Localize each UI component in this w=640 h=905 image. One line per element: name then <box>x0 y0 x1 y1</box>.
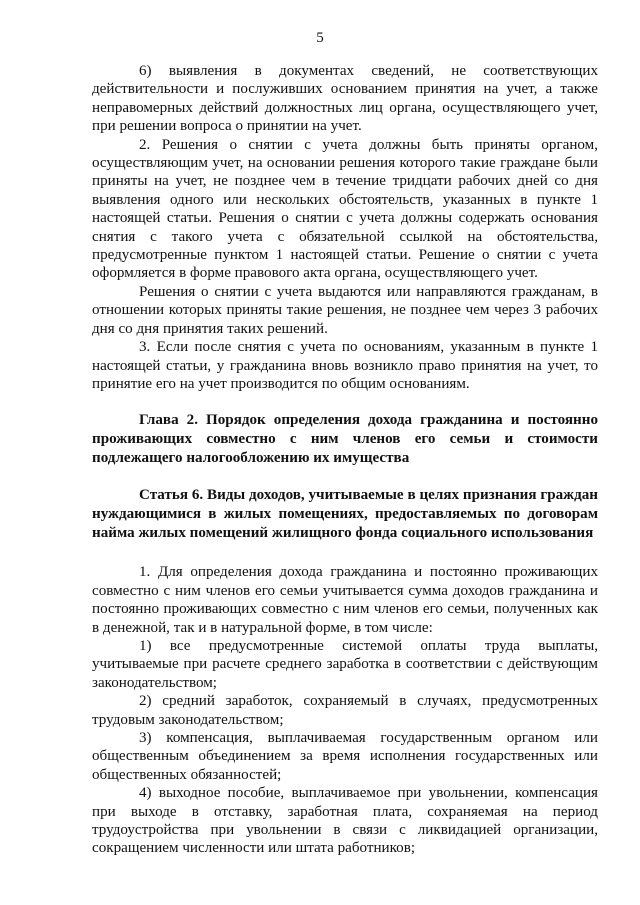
paragraph: Решения о снятии с учета выдаются или направляются гражданам, в отношении которых приняты такие решения, не позднее чем через 3 рабочих дня со дня принятия таких решений. <box>92 283 598 337</box>
chapter-heading: Глава 2. Порядок определения дохода гражданина и постоянно проживающих совместно с ним членов его семьи и стоимости подлежащего налогообложению их имущества <box>92 412 598 467</box>
paragraph: 1. Для определения дохода гражданина и постоянно проживающих совместно с ним членов его семьи учитывается сумма доходов гражданина и постоянно проживающих совместно с ним членов его семьи, полученных как в денежной, так и в натуральной форме, в том числе: <box>92 564 598 636</box>
list-item: 3) компенсация, выплачиваемая государственным органом или общественным объединением за время исполнения государственных или общественных обязанностей; <box>92 729 598 783</box>
paragraph: 6) выявления в документах сведений, не соответствующих действительности и послуживших основанием принятия на учет, а также неправомерных действий должностных лиц органа, осуществляющего учет, при решении вопроса о принятии на учет. <box>92 63 598 135</box>
paragraph: 2. Решения о снятии с учета должны быть приняты органом, осуществляющим учет, на основании решения которого такие граждане были приняты на учет, не позднее чем в течение тридцати рабочих дней со дня выявления одного или нескольких обстоятельств, указанных в пункте 1 настоящей статьи. Решения о снятии с учета должны содержать основания снятия с такого учета с обязательной ссылкой на обстоятельства, предусмотренные пунктом 1 настоящей статьи. Решение о снятии с учета оформляется в форме правового акта органа, осуществляющего учет. <box>92 136 598 282</box>
article-heading: Статья 6. Виды доходов, учитываемые в целях признания граждан нуждающимися в жилых помещениях, предоставляемых по договорам найма жилых помещений жилищного фонда социального использования <box>92 487 598 542</box>
paragraph: 3. Если после снятия с учета по основаниям, указанным в пункте 1 настоящей статьи, у гражданина вновь возникло право принятия на учет, то принятие его на учет производится по общим основаниям. <box>92 339 598 392</box>
document-body <box>92 62 598 858</box>
list-item: 4) выходное пособие, выплачиваемое при увольнении, компенсация при выходе в отставку, заработная плата, сохраняемая на период трудоустройства при увольнении в связи с ликвидацией организации, сокращением численности или штата работников; <box>92 785 598 857</box>
list-item: 2) средний заработок, сохраняемый в случаях, предусмотренных трудовым законодательством; <box>92 693 598 728</box>
page-number: 5 <box>316 30 324 46</box>
list-item: 1) все предусмотренные системой оплаты труда выплаты, учитываемые при расчете среднего заработка в соответствии с действующим законодательством; <box>92 637 598 691</box>
